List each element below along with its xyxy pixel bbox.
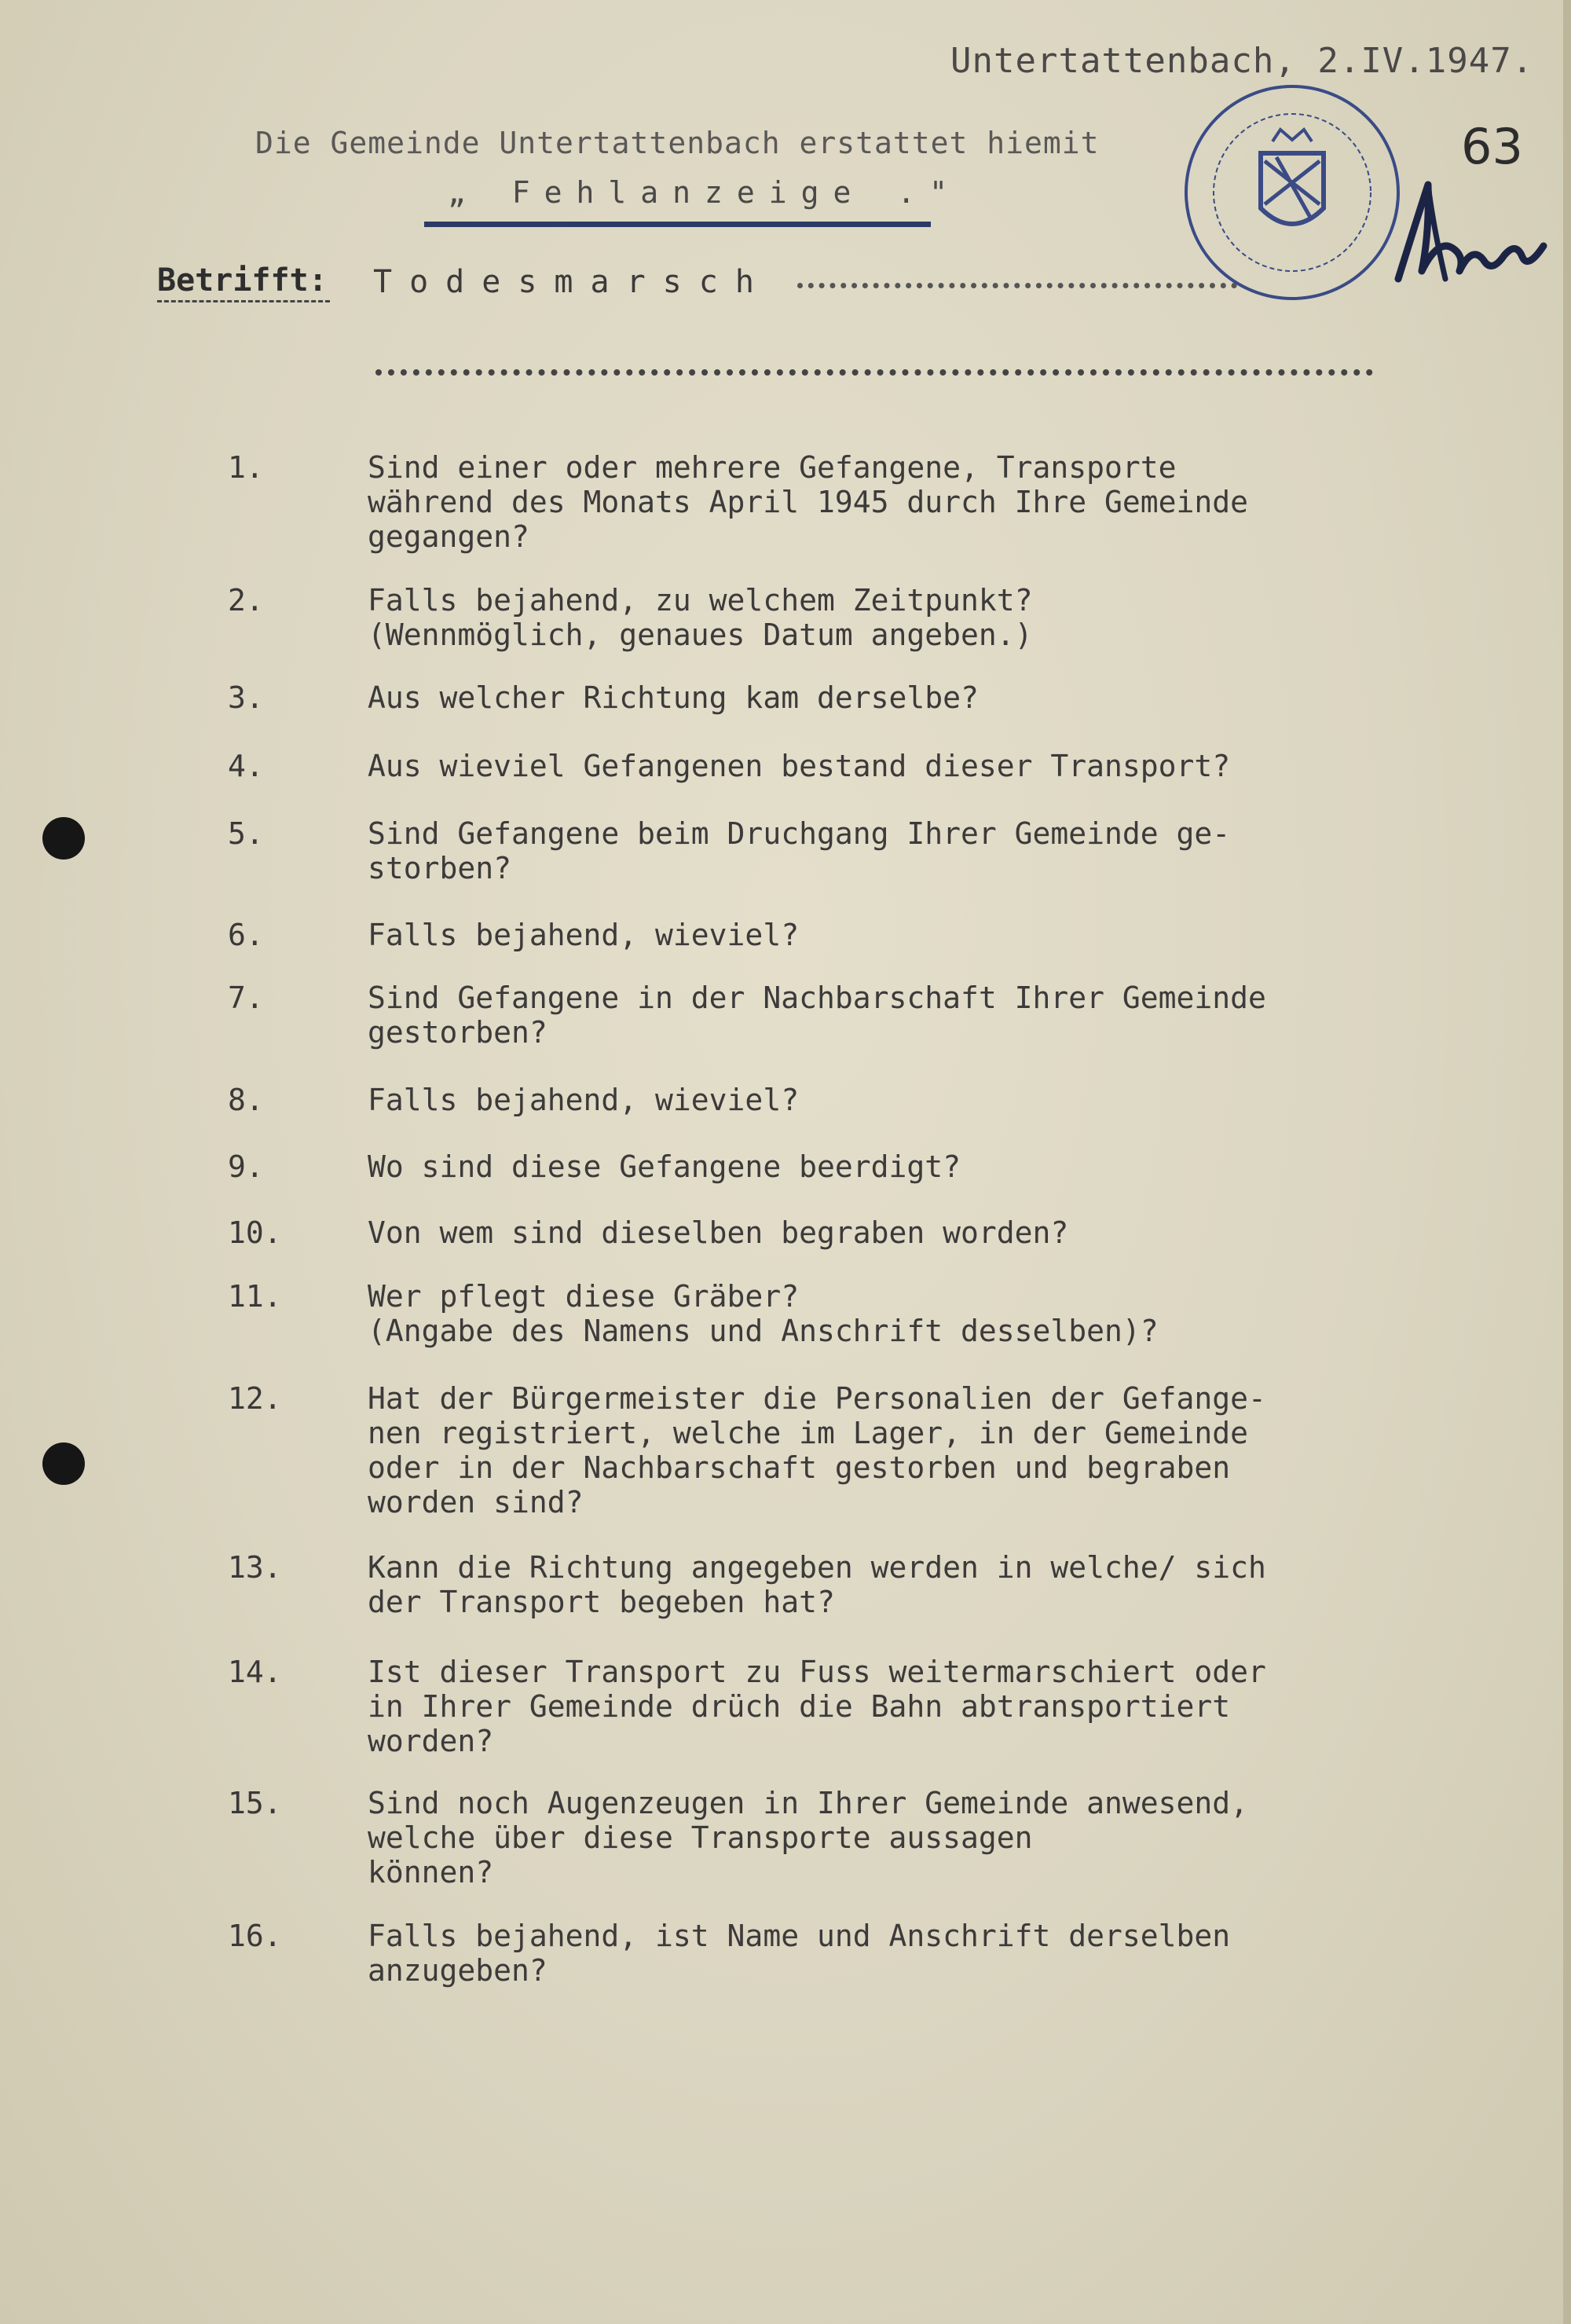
subject-value: Todesmarsch <box>373 264 771 300</box>
question-line: in Ihrer Gemeinde drüch die Bahn abtransportiert <box>368 1689 1231 1724</box>
question-line: Von wem sind dieselben begraben worden? <box>368 1215 1069 1250</box>
question-text <box>368 816 1428 885</box>
question-line: Wo sind diese Gefangene beerdigt? <box>368 1149 961 1184</box>
question-text <box>368 680 1428 715</box>
signature-icon <box>1390 169 1555 295</box>
question-line: welche über diese Transporte aussagen <box>368 1820 1033 1855</box>
question-line: gestorben? <box>368 1015 547 1050</box>
question-text <box>368 583 1428 652</box>
question-line: Falls bejahend, ist Name und Anschrift derselben <box>368 1919 1231 1953</box>
question-text <box>368 1919 1428 1988</box>
question-line: worden? <box>368 1724 494 1758</box>
question-number: 6. <box>228 918 264 952</box>
question-line: Sind einer oder mehrere Gefangene, Transporte <box>368 450 1177 485</box>
question-number: 10. <box>228 1215 282 1250</box>
question-line: können? <box>368 1855 494 1890</box>
question-text <box>368 1083 1428 1117</box>
dotted-leader <box>797 283 1237 288</box>
question-line: gegangen? <box>368 519 529 554</box>
question-text <box>368 749 1428 783</box>
question-line: Hat der Bürgermeister die Personalien der Gefange- <box>368 1381 1266 1416</box>
question-line: Falls bejahend, wieviel? <box>368 918 800 952</box>
question-text <box>368 1655 1428 1758</box>
question-text <box>368 1149 1428 1184</box>
dotted-separator <box>375 369 1373 376</box>
question-text <box>368 981 1428 1050</box>
question-line: storben? <box>368 851 512 885</box>
question-line: Aus welcher Richtung kam derselbe? <box>368 680 979 715</box>
question-number: 4. <box>228 749 264 783</box>
question-text <box>368 918 1428 952</box>
subject-label: Betrifft: <box>157 262 328 299</box>
question-line: worden sind? <box>368 1485 584 1519</box>
question-line: nen registriert, welche im Lager, in der Gemeinde <box>368 1416 1249 1450</box>
question-line: Ist dieser Transport zu Fuss weitermarschiert oder <box>368 1655 1266 1689</box>
question-text <box>368 1381 1428 1519</box>
place-date: Untertattenbach, 2.IV.1947. <box>950 41 1534 81</box>
question-line: Falls bejahend, wieviel? <box>368 1083 800 1117</box>
question-line: oder in der Nachbarschaft gestorben und begraben <box>368 1450 1231 1485</box>
question-line: (Angabe des Namens und Anschrift desselben)? <box>368 1314 1159 1348</box>
question-line: (Wennmöglich, genaues Datum angeben.) <box>368 618 1033 652</box>
municipal-seal-icon <box>1178 79 1406 306</box>
question-number: 16. <box>228 1919 282 1953</box>
report-underline <box>424 222 931 227</box>
question-line: Wer pflegt diese Gräber? <box>368 1279 800 1314</box>
question-text <box>368 1786 1428 1890</box>
report-type: „ Fehlanzeige ." <box>448 175 962 210</box>
question-line: anzugeben? <box>368 1953 547 1988</box>
question-number: 5. <box>228 816 264 851</box>
punch-hole-icon <box>42 817 85 860</box>
question-number: 11. <box>228 1279 282 1314</box>
intro-line: Die Gemeinde Untertattenbach erstattet hiemit <box>255 126 1100 160</box>
question-line: während des Monats April 1945 durch Ihre Gemeinde <box>368 485 1249 519</box>
question-line: Sind Gefangene in der Nachbarschaft Ihrer Gemeinde <box>368 981 1266 1015</box>
question-line: Sind Gefangene beim Druchgang Ihrer Gemeinde ge- <box>368 816 1231 851</box>
question-line: Kann die Richtung angegeben werden in welche/ sich <box>368 1550 1266 1585</box>
question-text <box>368 1550 1428 1619</box>
question-number: 12. <box>228 1381 282 1416</box>
question-line: der Transport begeben hat? <box>368 1585 835 1619</box>
question-number: 9. <box>228 1149 264 1184</box>
question-line: Aus wieviel Gefangenen bestand dieser Transport? <box>368 749 1231 783</box>
question-number: 7. <box>228 981 264 1015</box>
page-number: 63 <box>1461 118 1523 175</box>
question-number: 1. <box>228 450 264 485</box>
question-number: 3. <box>228 680 264 715</box>
question-number: 2. <box>228 583 264 618</box>
question-number: 15. <box>228 1786 282 1820</box>
question-text <box>368 450 1428 554</box>
question-number: 14. <box>228 1655 282 1689</box>
question-text <box>368 1215 1428 1250</box>
question-line: Falls bejahend, zu welchem Zeitpunkt? <box>368 583 1033 618</box>
question-number: 8. <box>228 1083 264 1117</box>
paper-edge <box>1563 0 1571 2324</box>
question-line: Sind noch Augenzeugen in Ihrer Gemeinde anwesend, <box>368 1786 1249 1820</box>
question-text <box>368 1279 1428 1348</box>
punch-hole-icon <box>42 1442 85 1485</box>
question-number: 13. <box>228 1550 282 1585</box>
subject-underline <box>157 300 330 302</box>
